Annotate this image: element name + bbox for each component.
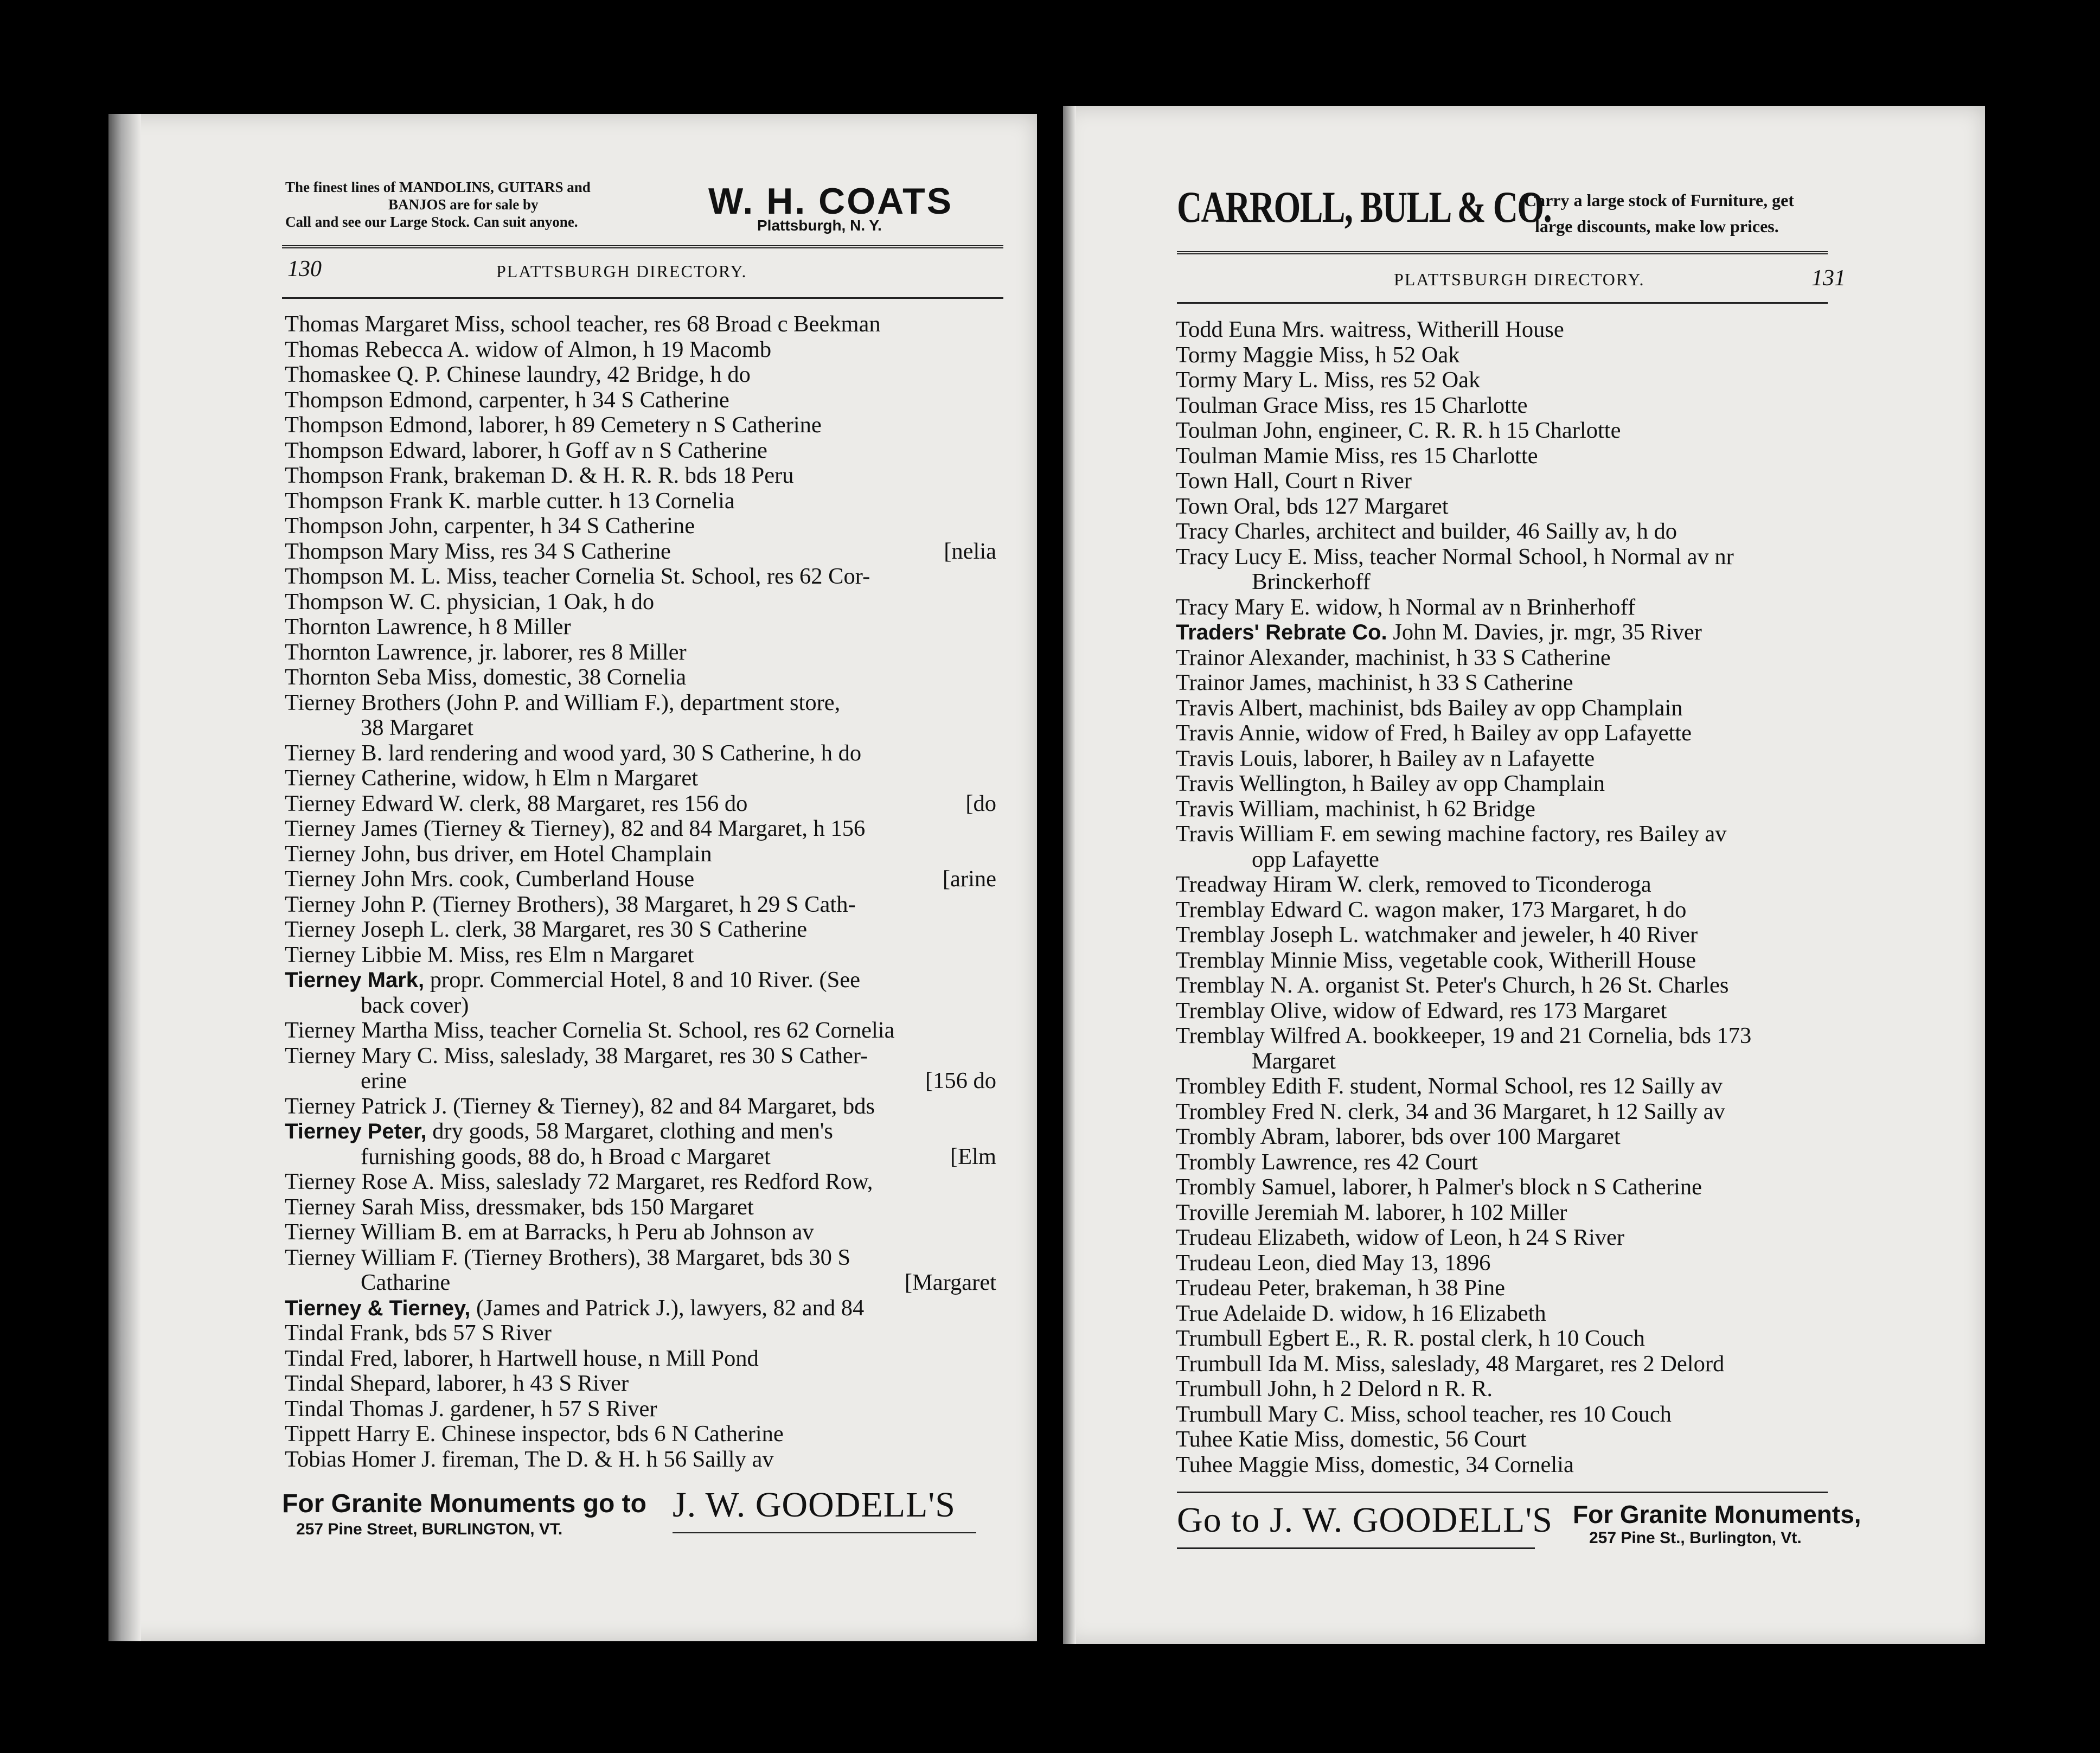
coats-ad-place: Plattsburgh, N. Y.: [757, 217, 882, 234]
entry-text: Tindal Frank, bds 57 S River: [285, 1320, 552, 1346]
page-number: 130: [287, 257, 322, 281]
directory-entry: [285, 917, 996, 943]
goodell-ad-name: J. W. GOODELL'S: [673, 1485, 956, 1525]
entry-text: Tremblay N. A. organist St. Peter's Church, h 26 St. Charles: [1176, 973, 1729, 998]
entry-text: Tuhee Katie Miss, domestic, 56 Court: [1176, 1426, 1527, 1452]
directory-entry: [1176, 1049, 1833, 1074]
directory-entry: [285, 337, 996, 363]
entry-text: Tierney B. lard rendering and wood yard, 30 S Catherine, h do: [285, 740, 862, 766]
goodell-ad: [282, 1485, 1009, 1559]
entry-text: Thompson M. L. Miss, teacher Cornelia St. School, res 62 Cor-: [285, 564, 870, 589]
entry-text: Town Hall, Court n River: [1176, 468, 1412, 494]
directory-entry: [1176, 1402, 1833, 1428]
directory-entry: [1176, 595, 1833, 620]
entry-text: Thompson Edward, laborer, h Goff av n S Catherine: [285, 437, 767, 463]
directory-entry: [1176, 872, 1833, 898]
directory-entry: [1176, 1150, 1833, 1175]
directory-entry: [1176, 645, 1833, 671]
directory-entry: [285, 791, 996, 817]
entry-text: furnishing goods, 88 do, h Broad c Margaret: [361, 1143, 771, 1169]
directory-entry: [1176, 1225, 1833, 1251]
running-head: PLATTSBURGH DIRECTORY.: [496, 261, 747, 281]
directory-entry: [1176, 1251, 1833, 1276]
goodell-ad-rule: [673, 1532, 976, 1533]
directory-entry: [285, 1094, 996, 1119]
entry-text: Margaret: [1252, 1048, 1336, 1074]
directory-entry: [285, 968, 996, 993]
entry-text: Tremblay Joseph L. watchmaker and jeweler, h 40 River: [1176, 922, 1698, 948]
entry-text: Tierney John P. (Tierney Brothers), 38 Margaret, h 29 S Cath-: [285, 891, 856, 917]
entry-text: (James and Patrick J.), lawyers, 82 and 84: [470, 1295, 865, 1321]
directory-entry: [1176, 1377, 1833, 1402]
directory-entry: [1176, 1074, 1833, 1099]
entry-text: Tierney Catherine, widow, h Elm n Margaret: [285, 765, 699, 791]
carroll-ad-line2: large discounts, make low prices.: [1535, 216, 1779, 236]
directory-entry: [1176, 847, 1833, 873]
directory-entry: [1176, 1175, 1833, 1200]
entry-text: Trudeau Elizabeth, widow of Leon, h 24 S River: [1176, 1225, 1625, 1250]
directory-entry: [1176, 1352, 1833, 1377]
entry-text: Trumbull Mary C. Miss, school teacher, res 10 Couch: [1176, 1401, 1672, 1427]
directory-entry: [285, 1447, 996, 1473]
entry-text: Trombley Edith F. student, Normal School, res 12 Sailly av: [1176, 1073, 1723, 1099]
directory-entry: [285, 615, 996, 640]
running-head-rule: [282, 297, 1003, 299]
directory-entry: [285, 690, 996, 716]
header-rule: [1177, 251, 1828, 254]
directory-entry: [285, 1371, 996, 1397]
entry-text: Tormy Mary L. Miss, res 52 Oak: [1176, 367, 1481, 393]
directory-entry: [1176, 1124, 1833, 1150]
directory-entry: [1176, 1453, 1833, 1478]
directory-entries: [1176, 317, 1833, 1477]
entry-text: Tobias Homer J. fireman, The D. & H. h 56 Sailly av: [285, 1446, 774, 1472]
directory-entry: [285, 1044, 996, 1069]
entry-text: Trumbull Ida M. Miss, saleslady, 48 Margaret, res 2 Delord: [1176, 1351, 1725, 1377]
entry-text: Trudeau Leon, died May 13, 1896: [1176, 1250, 1491, 1276]
directory-entry: [1176, 696, 1833, 721]
directory-entry: [285, 715, 996, 741]
directory-entry: [1176, 570, 1833, 595]
entry-text: Tierney William B. em at Barracks, h Peru ab Johnson av: [285, 1219, 814, 1245]
right-page: [1063, 106, 1985, 1644]
directory-entry: [1176, 923, 1833, 948]
entry-text: Tierney Libbie M. Miss, res Elm n Margaret: [285, 942, 694, 968]
entry-text: Tracy Mary E. widow, h Normal av n Brinherhoff: [1176, 594, 1636, 620]
directory-entry: [285, 388, 996, 413]
directory-entry: [1176, 444, 1833, 469]
left-page: [108, 114, 1037, 1641]
entry-overflow-fragment: [arine: [942, 866, 996, 892]
directory-entry: [1176, 317, 1833, 343]
entry-text: dry goods, 58 Margaret, clothing and men's: [426, 1118, 833, 1144]
entry-text: Thornton Lawrence, h 8 Miller: [285, 614, 571, 639]
directory-entry: [1176, 1276, 1833, 1301]
entry-text: back cover): [361, 992, 469, 1018]
goodell-ad-line1: For Granite Monuments go to: [282, 1489, 646, 1518]
directory-entry: [1176, 822, 1833, 847]
directory-entry: [285, 362, 996, 388]
directory-entry: [1176, 1326, 1833, 1352]
entry-text: Thompson John, carpenter, h 34 S Catherine: [285, 513, 695, 539]
directory-entry: [285, 463, 996, 489]
entry-text: Tippett Harry E. Chinese inspector, bds 6 N Catherine: [285, 1421, 784, 1447]
entry-text: Trombly Abram, laborer, bds over 100 Margaret: [1176, 1124, 1621, 1149]
directory-entry: [285, 1069, 996, 1094]
directory-entry: [285, 1270, 996, 1296]
directory-entry: [285, 312, 996, 337]
directory-entry: [1176, 1427, 1833, 1453]
running-head-rule: [1177, 302, 1828, 304]
entry-text: Thompson Mary Miss, res 34 S Catherine: [285, 538, 671, 564]
directory-entry: [285, 1195, 996, 1220]
directory-entry: [285, 1346, 996, 1372]
entry-text: Tuhee Maggie Miss, domestic, 34 Cornelia: [1176, 1451, 1574, 1477]
directory-entry: [285, 1144, 996, 1170]
entry-text: Toulman Mamie Miss, res 15 Charlotte: [1176, 443, 1538, 469]
directory-entry: [285, 1018, 996, 1044]
goodell-ad-line1: For Granite Monuments,: [1573, 1500, 1861, 1528]
directory-entry: [285, 1245, 996, 1271]
goodell-ad-line2: 257 Pine Street, BURLINGTON, VT.: [296, 1520, 563, 1538]
directory-entry: [285, 640, 996, 666]
entry-text: Trainor Alexander, machinist, h 33 S Catherine: [1176, 644, 1611, 670]
entry-text: Tremblay Wilfred A. bookkeeper, 19 and 21 Cornelia, bds 173: [1176, 1023, 1752, 1048]
directory-entry: [1176, 746, 1833, 772]
directory-entry: [285, 665, 996, 690]
directory-entry: [1176, 670, 1833, 696]
entry-text: Thornton Lawrence, jr. laborer, res 8 Miller: [285, 639, 687, 665]
entry-text: Trudeau Peter, brakeman, h 38 Pine: [1176, 1275, 1505, 1301]
entry-text: Catharine: [361, 1270, 451, 1295]
directory-entry: [1176, 973, 1833, 999]
directory-entry: [1176, 999, 1833, 1024]
entry-text: Trombley Fred N. clerk, 34 and 36 Margaret, h 12 Sailly av: [1176, 1098, 1725, 1124]
entry-text: Tierney Mary C. Miss, saleslady, 38 Margaret, res 30 S Cather-: [285, 1042, 868, 1069]
directory-entry: [1176, 1200, 1833, 1226]
entry-text: Todd Euna Mrs. waitress, Witherill House: [1176, 317, 1564, 342]
directory-entry: [1176, 620, 1833, 645]
directory-entry: [285, 1220, 996, 1245]
entry-bold-name: Traders' Rebrate Co.: [1176, 620, 1387, 644]
coats-ad-line2: BANJOS are for sale by: [388, 196, 539, 213]
directory-entry: [285, 741, 996, 766]
directory-entry: [1176, 721, 1833, 746]
directory-entry: [285, 867, 996, 892]
entry-text: Tremblay Edward C. wagon maker, 173 Margaret, h do: [1176, 897, 1687, 923]
entry-text: Tierney Martha Miss, teacher Cornelia St. School, res 62 Cornelia: [285, 1018, 895, 1043]
entry-text: Travis Wellington, h Bailey av opp Champlain: [1176, 771, 1605, 796]
entry-text: Thomas Margaret Miss, school teacher, res 68 Broad c Beekman: [285, 311, 881, 337]
directory-entry: [1176, 343, 1833, 368]
entry-text: Tierney Sarah Miss, dressmaker, bds 150 Margaret: [285, 1194, 754, 1220]
directory-entry: [1176, 494, 1833, 520]
directory-entry: [1176, 519, 1833, 545]
entry-text: Travis William, machinist, h 62 Bridge: [1176, 796, 1535, 822]
directory-entry: [1176, 368, 1833, 393]
entry-overflow-fragment: [do: [965, 790, 996, 816]
entry-text: True Adelaide D. widow, h 16 Elizabeth: [1176, 1300, 1546, 1326]
directory-entry: [285, 766, 996, 791]
directory-entry: [285, 1119, 996, 1144]
directory-entry: [1176, 469, 1833, 494]
entry-text: Trumbull John, h 2 Delord n R. R.: [1176, 1376, 1493, 1402]
entry-text: Thompson Edmond, carpenter, h 34 S Catherine: [285, 387, 729, 413]
carroll-ad-line1: Carry a large stock of Furniture, get: [1524, 190, 1794, 210]
directory-entry: [285, 489, 996, 514]
entry-text: Town Oral, bds 127 Margaret: [1176, 493, 1449, 519]
directory-entry: [1176, 771, 1833, 797]
entry-text: Thomaskee Q. P. Chinese laundry, 42 Bridge, h do: [285, 362, 751, 387]
directory-entry: [285, 1397, 996, 1422]
directory-entry: [285, 438, 996, 464]
entry-text: Tremblay Minnie Miss, vegetable cook, Witherill House: [1176, 947, 1696, 973]
coats-ad-line3: Call and see our Large Stock. Can suit anyone.: [285, 214, 578, 230]
entry-text: Tindal Thomas J. gardener, h 57 S River: [285, 1396, 657, 1422]
entry-text: Travis Albert, machinist, bds Bailey av opp Champlain: [1176, 695, 1683, 721]
directory-entry: [285, 1422, 996, 1447]
carroll-ad-name: CARROLL, BULL & CO.: [1177, 182, 1552, 232]
directory-entry: [285, 842, 996, 867]
entry-text: Tierney John Mrs. cook, Cumberland House: [285, 866, 695, 892]
directory-entry: [285, 1296, 996, 1321]
directory-entry: [285, 590, 996, 615]
page-number: 131: [1811, 266, 1846, 291]
directory-entry: [285, 1169, 996, 1195]
entry-text: Tracy Charles, architect and builder, 46 Sailly av, h do: [1176, 519, 1678, 544]
entry-text: Travis Annie, widow of Fred, h Bailey av opp Lafayette: [1176, 720, 1692, 746]
entry-text: Tierney James (Tierney & Tierney), 82 and 84 Margaret, h 156: [285, 816, 866, 841]
entry-text: Tierney Joseph L. clerk, 38 Margaret, res 30 S Catherine: [285, 917, 808, 942]
directory-entries: [285, 312, 996, 1472]
footer-rule: [1177, 1492, 1828, 1493]
gutter-shadow: [1063, 106, 1076, 1644]
goodell-ad-name: Go to J. W. GOODELL'S: [1177, 1500, 1553, 1540]
entry-text: 38 Margaret: [361, 715, 474, 740]
directory-entry: [1176, 797, 1833, 822]
entry-text: erine: [361, 1068, 407, 1093]
goodell-ad-line2: 257 Pine St., Burlington, Vt.: [1589, 1529, 1802, 1547]
goodell-ad-rule: [1177, 1547, 1535, 1549]
entry-text: Thompson Frank, brakeman D. & H. R. R. bds 18 Peru: [285, 463, 794, 488]
entry-overflow-fragment: [Elm: [950, 1143, 996, 1169]
entry-text: Tremblay Olive, widow of Edward, res 173 Margaret: [1176, 997, 1667, 1023]
entry-text: Trombly Lawrence, res 42 Court: [1176, 1149, 1478, 1175]
directory-entry: [285, 564, 996, 590]
entry-text: Tierney William F. (Tierney Brothers), 38 Margaret, bds 30 S: [285, 1244, 851, 1270]
directory-entry: [285, 892, 996, 918]
running-head: PLATTSBURGH DIRECTORY.: [1394, 270, 1645, 289]
directory-entry: [1176, 1099, 1833, 1125]
directory-entry: [285, 514, 996, 539]
directory-entry: [1176, 1023, 1833, 1049]
goodell-ad: [1177, 1500, 1860, 1565]
entry-text: Tracy Lucy E. Miss, teacher Normal School, h Normal av nr: [1176, 543, 1734, 570]
entry-overflow-fragment: [Margaret: [904, 1270, 996, 1295]
entry-text: Thomas Rebecca A. widow of Almon, h 19 Macomb: [285, 336, 772, 362]
entry-text: Thompson Frank K. marble cutter. h 13 Cornelia: [285, 488, 735, 514]
entry-text: Tormy Maggie Miss, h 52 Oak: [1176, 342, 1460, 368]
directory-entry: [1176, 393, 1833, 419]
coats-ad-line1: The finest lines of MANDOLINS, GUITARS and: [285, 179, 591, 195]
entry-text: Troville Jeremiah M. laborer, h 102 Miller: [1176, 1199, 1567, 1225]
entry-text: Thompson Edmond, laborer, h 89 Cemetery n S Catherine: [285, 412, 822, 438]
entry-bold-name: Tierney Peter,: [285, 1119, 427, 1143]
entry-bold-name: Tierney Mark,: [285, 968, 425, 992]
entry-text: Travis William F. em sewing machine factory, res Bailey av: [1176, 821, 1727, 847]
entry-text: propr. Commercial Hotel, 8 and 10 River. (See: [424, 967, 860, 993]
entry-text: Tierney John, bus driver, em Hotel Champlain: [285, 841, 712, 867]
gutter-shadow: [108, 114, 141, 1641]
entry-text: Thornton Seba Miss, domestic, 38 Cornelia: [285, 664, 687, 690]
entry-overflow-fragment: [nelia: [944, 538, 996, 564]
header-rule: [282, 245, 1003, 248]
directory-entry: [285, 413, 996, 438]
entry-text: John M. Davies, jr. mgr, 35 River: [1387, 619, 1702, 645]
directory-entry: [285, 993, 996, 1019]
directory-entry: [1176, 898, 1833, 923]
entry-bold-name: Tierney & Tierney,: [285, 1296, 471, 1320]
entry-text: Tierney Edward W. clerk, 88 Margaret, res 156 do: [285, 790, 748, 816]
entry-text: opp Lafayette: [1252, 846, 1379, 872]
directory-entry: [285, 1321, 996, 1346]
entry-text: Tindal Fred, laborer, h Hartwell house, n Mill Pond: [285, 1345, 759, 1371]
entry-text: Thompson W. C. physician, 1 Oak, h do: [285, 588, 655, 615]
directory-entry: [285, 816, 996, 842]
directory-entry: [1176, 418, 1833, 444]
entry-text: Toulman Grace Miss, res 15 Charlotte: [1176, 392, 1528, 418]
entry-text: Treadway Hiram W. clerk, removed to Ticonderoga: [1176, 872, 1651, 897]
directory-entry: [285, 943, 996, 968]
entry-text: Travis Louis, laborer, h Bailey av n Lafayette: [1176, 745, 1595, 771]
entry-text: Trainor James, machinist, h 33 S Catherine: [1176, 670, 1573, 695]
entry-text: Trombly Samuel, laborer, h Palmer's block n S Catherine: [1176, 1174, 1702, 1200]
entry-text: Trumbull Egbert E., R. R. postal clerk, h 10 Couch: [1176, 1326, 1645, 1351]
entry-text: Tindal Shepard, laborer, h 43 S River: [285, 1371, 629, 1396]
entry-text: Tierney Brothers (John P. and William F.), department store,: [285, 689, 841, 715]
entry-text: Tierney Patrick J. (Tierney & Tierney), 82 and 84 Margaret, bds: [285, 1093, 875, 1119]
directory-entry: [1176, 948, 1833, 974]
directory-entry: [285, 539, 996, 565]
entry-text: Toulman John, engineer, C. R. R. h 15 Charlotte: [1176, 418, 1621, 443]
directory-entry: [1176, 545, 1833, 570]
entry-text: Brinckerhoff: [1252, 569, 1371, 594]
entry-text: Tierney Rose A. Miss, saleslady 72 Margaret, res Redford Row,: [285, 1169, 873, 1194]
coats-ad-name: W. H. COATS: [708, 181, 953, 222]
entry-overflow-fragment: [156 do: [925, 1068, 996, 1093]
directory-entry: [1176, 1301, 1833, 1327]
